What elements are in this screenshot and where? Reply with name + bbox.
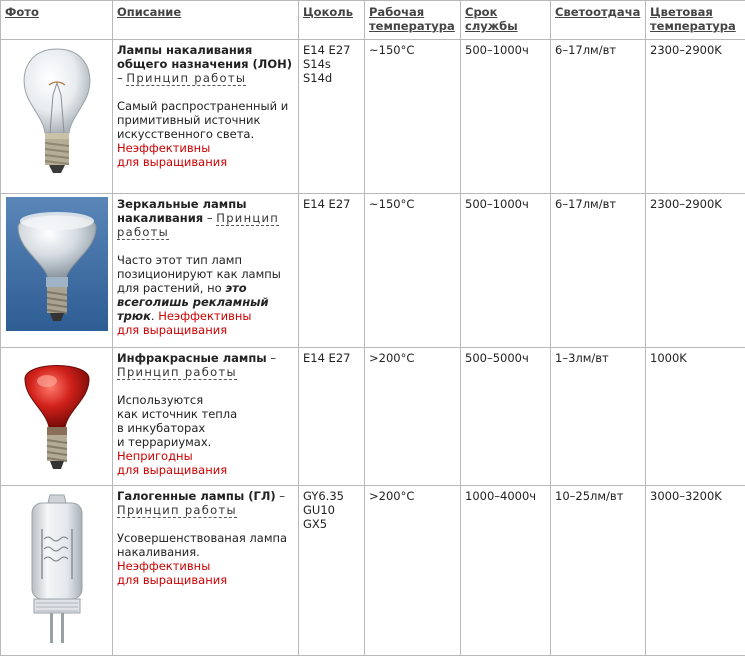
table-row [1,194,745,348]
photo-cell [1,40,113,194]
principle-link[interactable]: Принцип работы [117,365,237,379]
description-cell [113,348,299,486]
header-lifetime[interactable]: Срок службы [461,1,551,40]
base-value: E14 E27 [303,197,351,211]
photo-cell [1,348,113,486]
verdict-text-cont: для выращивания [117,323,228,337]
description-line: как источник тепла [117,407,238,421]
efficacy-cell: 6–17лм/вт [551,194,646,348]
base-cell [299,348,365,486]
principle-link[interactable]: Принцип работы [126,71,247,85]
halogen-capsule-icon [20,489,94,649]
lifetime-cell: 500–1000ч [461,194,551,348]
infrared-bulb-icon [17,351,97,477]
header-efficacy[interactable]: Светоотдача [551,1,646,40]
verdict-text: Неэффективны [158,309,252,323]
header-color-temperature[interactable]: Цветовая температура [646,1,745,40]
header-temperature[interactable]: Рабочая температура [365,1,461,40]
color-temperature-cell: 2300–2900K [646,194,745,348]
lamp-title: Инфракрасные лампы [117,351,267,365]
header-photo[interactable]: Фото [1,1,113,40]
base-value: GY6.35 [303,489,344,503]
photo-cell [1,486,113,656]
header-description[interactable]: Описание [113,1,299,40]
temperature-cell: >200°C [365,486,461,656]
lamp-description: Усовершенствованая лампа накаливания. [117,531,288,559]
description-cell [113,486,299,656]
verdict-text: Неэффективны [117,559,211,573]
base-cell [299,194,365,348]
base-value: GX5 [303,517,328,531]
lamp-description [117,253,294,337]
lamp-description: Самый распространенный и примитивный источник искусственного света. [117,99,289,141]
verdict-text: Неэффективны [117,141,211,155]
color-temperature-cell: 2300–2900K [646,40,745,194]
header-row [1,1,745,40]
base-value: S14d [303,71,333,85]
reflector-bulb-icon [6,197,108,331]
table-row [1,348,745,486]
table-row [1,40,745,194]
principle-link[interactable]: Принцип работы [117,211,280,239]
description-text-end: . [150,309,159,323]
header-base[interactable]: Цоколь [299,1,365,40]
lifetime-cell: 500–1000ч [461,40,551,194]
temperature-cell: >200°C [365,348,461,486]
lamp-title: Зеркальные лампы накаливания [117,197,247,225]
dash-separator: – [117,71,127,85]
base-value: S14s [303,57,331,71]
dash-separator: – [203,211,217,225]
temperature-cell: ~150°C [365,40,461,194]
lamp-title: Лампы накаливания общего назначения (ЛОН) [117,43,292,71]
base-value: E14 E27 [303,351,351,365]
base-value: E14 E27 [303,43,351,57]
verdict-text-cont: для выращивания [117,463,228,477]
description-cell [113,40,299,194]
lifetime-cell: 500–5000ч [461,348,551,486]
verdict-text-cont: для выращивания [117,573,228,587]
base-value: GU10 [303,503,335,517]
temperature-cell: ~150°C [365,194,461,348]
incandescent-bulb-icon [17,43,97,183]
photo-cell [1,194,113,348]
verdict-text: Непригодны [117,449,193,463]
color-temperature-cell: 1000K [646,348,745,486]
description-line: в инкубаторах [117,421,206,435]
lamp-title: Галогенные лампы (ГЛ) [117,489,276,503]
base-cell [299,40,365,194]
dash-separator: – [266,351,277,365]
principle-link[interactable]: Принцип работы [117,503,237,517]
base-cell [299,486,365,656]
efficacy-cell: 6–17лм/вт [551,40,646,194]
dash-separator: – [275,489,286,503]
efficacy-cell: 1–3лм/вт [551,348,646,486]
efficacy-cell: 10–25лм/вт [551,486,646,656]
description-line: Используются [117,393,204,407]
description-text: Часто этот тип ламп позиционируют как лампы для растений, но [117,253,281,295]
table-row [1,486,745,656]
description-line: и террариумах. [117,435,212,449]
verdict-text-cont: для выращивания [117,155,228,169]
lamp-description [117,393,294,449]
lifetime-cell: 1000–4000ч [461,486,551,656]
color-temperature-cell: 3000–3200K [646,486,745,656]
description-cell [113,194,299,348]
emphasis-text: это всеголишь рекламный трюк [117,281,269,323]
